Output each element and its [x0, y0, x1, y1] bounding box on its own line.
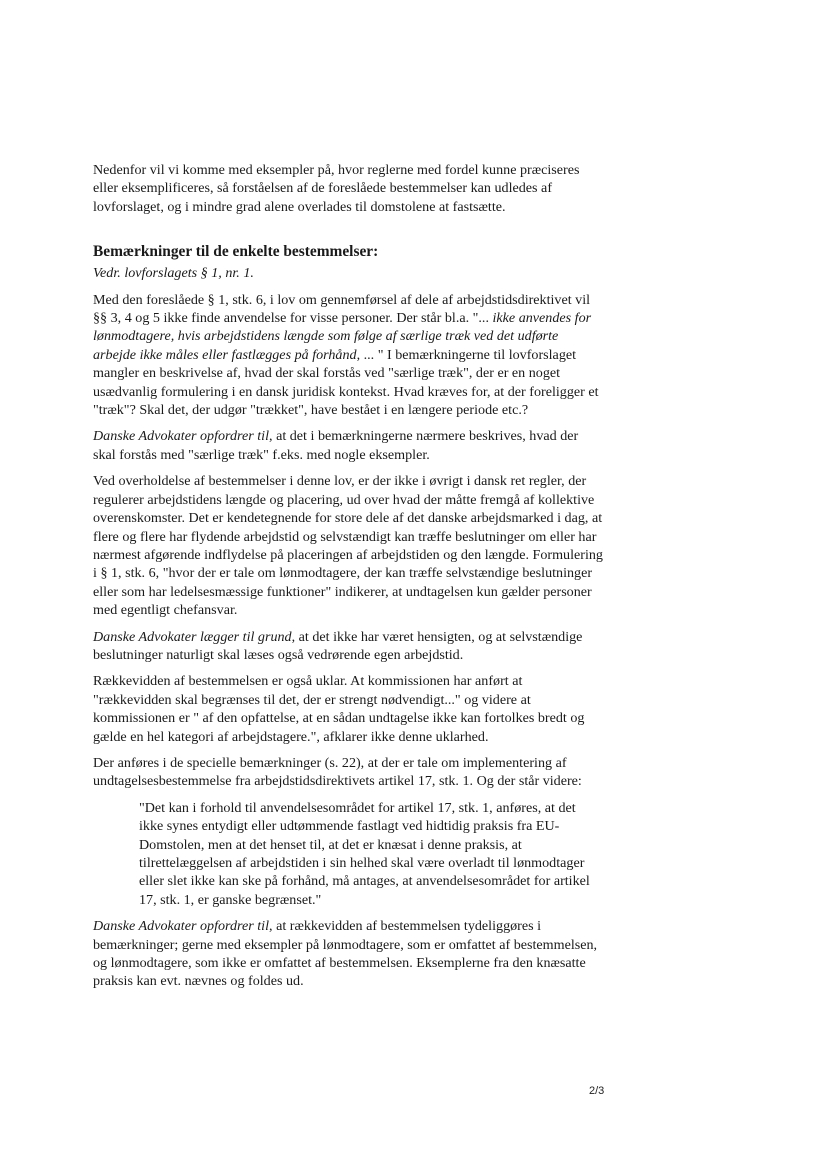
document-body	[93, 161, 603, 999]
section-heading: Bemærkninger til de enkelte bestemmelser:	[93, 243, 379, 261]
recommendation-lead: Danske Advokater opfordrer til	[93, 428, 270, 445]
quoted-italic-text: ikke anvendes for lønmodtagere, hvis arbejdstidens længde som følge af særlige træk ved det udførte arbejde ikke måles eller fastlægges på forhånd	[93, 310, 592, 363]
paragraph-scope: Rækkevidden af bestemmelsen er også uklar. At kommissionen har anført at "rækkevidden skal begrænses til det, der er strengt nødvendigt..." og videre at kommissionen er " af den opfattelse, at en sådan undtagelse ikke kan fortolkes bredt og gælde en hel kategori af arbejdstagere.", afklarer ikke denne uklarhed.	[93, 673, 585, 745]
paragraph-text: Med den foreslåede § 1, stk. 6, i lov om gennemførsel af dele af arbejdstidsdirektivet vil §§ 3, 4 og 5 ikke finde anvendelse for visse personer. Der står bl.a. "...	[93, 291, 591, 327]
paragraph-text: , at det ikke har været hensigten, og at selvstændige beslutninger naturligt skal læses også vedrørende egen arbejdstid.	[93, 628, 583, 663]
section-subheading: Vedr. lovforslagets § 1, nr. 1.	[93, 265, 254, 282]
paragraph-text: , at det i bemærkningerne nærmere beskrives, hvad der skal forstås med "særlige træk" f.eks. med nogle eksempler.	[93, 428, 579, 463]
paragraph-special-features	[93, 291, 603, 420]
paragraph-text: , ... " I bemærkningerne til lovforslaget mangler en beskrivelse af, hvad der skal forstås ved "særlige træk", der er en noget usædvanlig formulering i en dansk juridisk kontekst. Hvad kræves for, at der foreligger et "træk"? Skal det, der udgør "trækket", have bestået i en længere periode etc.?	[93, 346, 599, 419]
paragraph-text: , at rækkevidden af bestemmelsen tydeliggøres i bemærkninger; gerne med eksempler på lønmodtagere, som er omfattet af bestemmelsen, og lønmodtagere, som ikke er omfattet af bestemmelsen. Eksemplerne fra den knæsatte praksis kan evt. nævnes og foldes ud.	[93, 918, 598, 990]
assumption-lead: Danske Advokater lægger til grund	[93, 628, 292, 645]
block-quote: "Det kan i forhold til anvendelsesområdet for artikel 17, stk. 1, anføres, at det ikke synes entydigt eller udtømmende fastlagt ved hidtidig praksis fra EU-Domstolen, men at det henset til, at det er knæsat i denne praksis, at tilrettelæggelsen af arbejdstiden i sin helhed skal være overladt til lønmodtager eller slet ikke kan ske på forhånd, må antages, at anvendelsesområdet for artikel 17, stk. 1, er ganske begrænset."	[139, 799, 590, 908]
paragraph-special-remarks: Der anføres i de specielle bemærkninger (s. 22), at der er tale om implementering af undtagelsesbestemmelse fra arbejdstidsdirektivets artikel 17, stk. 1. Og der står videre:	[93, 754, 582, 790]
page-number: 2/3	[589, 1085, 605, 1097]
intro-paragraph: Nedenfor vil vi komme med eksempler på, hvor reglerne med fordel kunne præciseres eller eksemplificeres, så forståelsen af de foreslåede bestemmelser kan udledes af lovforslaget, og i mindre grad alene overlades til domstolene at fastsætte.	[93, 162, 580, 215]
paragraph-working-time: Ved overholdelse af bestemmelser i denne lov, er der ikke i øvrigt i dansk ret regler, der regulerer arbejdstidens længde og placering, ud over hvad der måtte fremgå af kollektive overenskomster. Det er kendetegnende for store dele af det danske arbejdsmarked i dag, at flere og flere har flydende arbejdstid og selvstændigt kan træffe beslutninger om eller har nærmest afgørende indflydelse på placeringen af arbejdstiden og den længde. Formulering i § 1, stk. 6, "hvor der er tale om lønmodtagere, der kan træffe selvstændige beslutninger eller som har ledelsesmæssige funktioner" indikerer, at undtagelsen kun gælder personer med egentligt chefansvar.	[93, 473, 603, 619]
recommendation-paragraph-2	[93, 917, 603, 991]
recommendation-paragraph	[93, 427, 603, 464]
recommendation-lead: Danske Advokater opfordrer til	[93, 918, 270, 935]
assumption-paragraph	[93, 628, 603, 665]
